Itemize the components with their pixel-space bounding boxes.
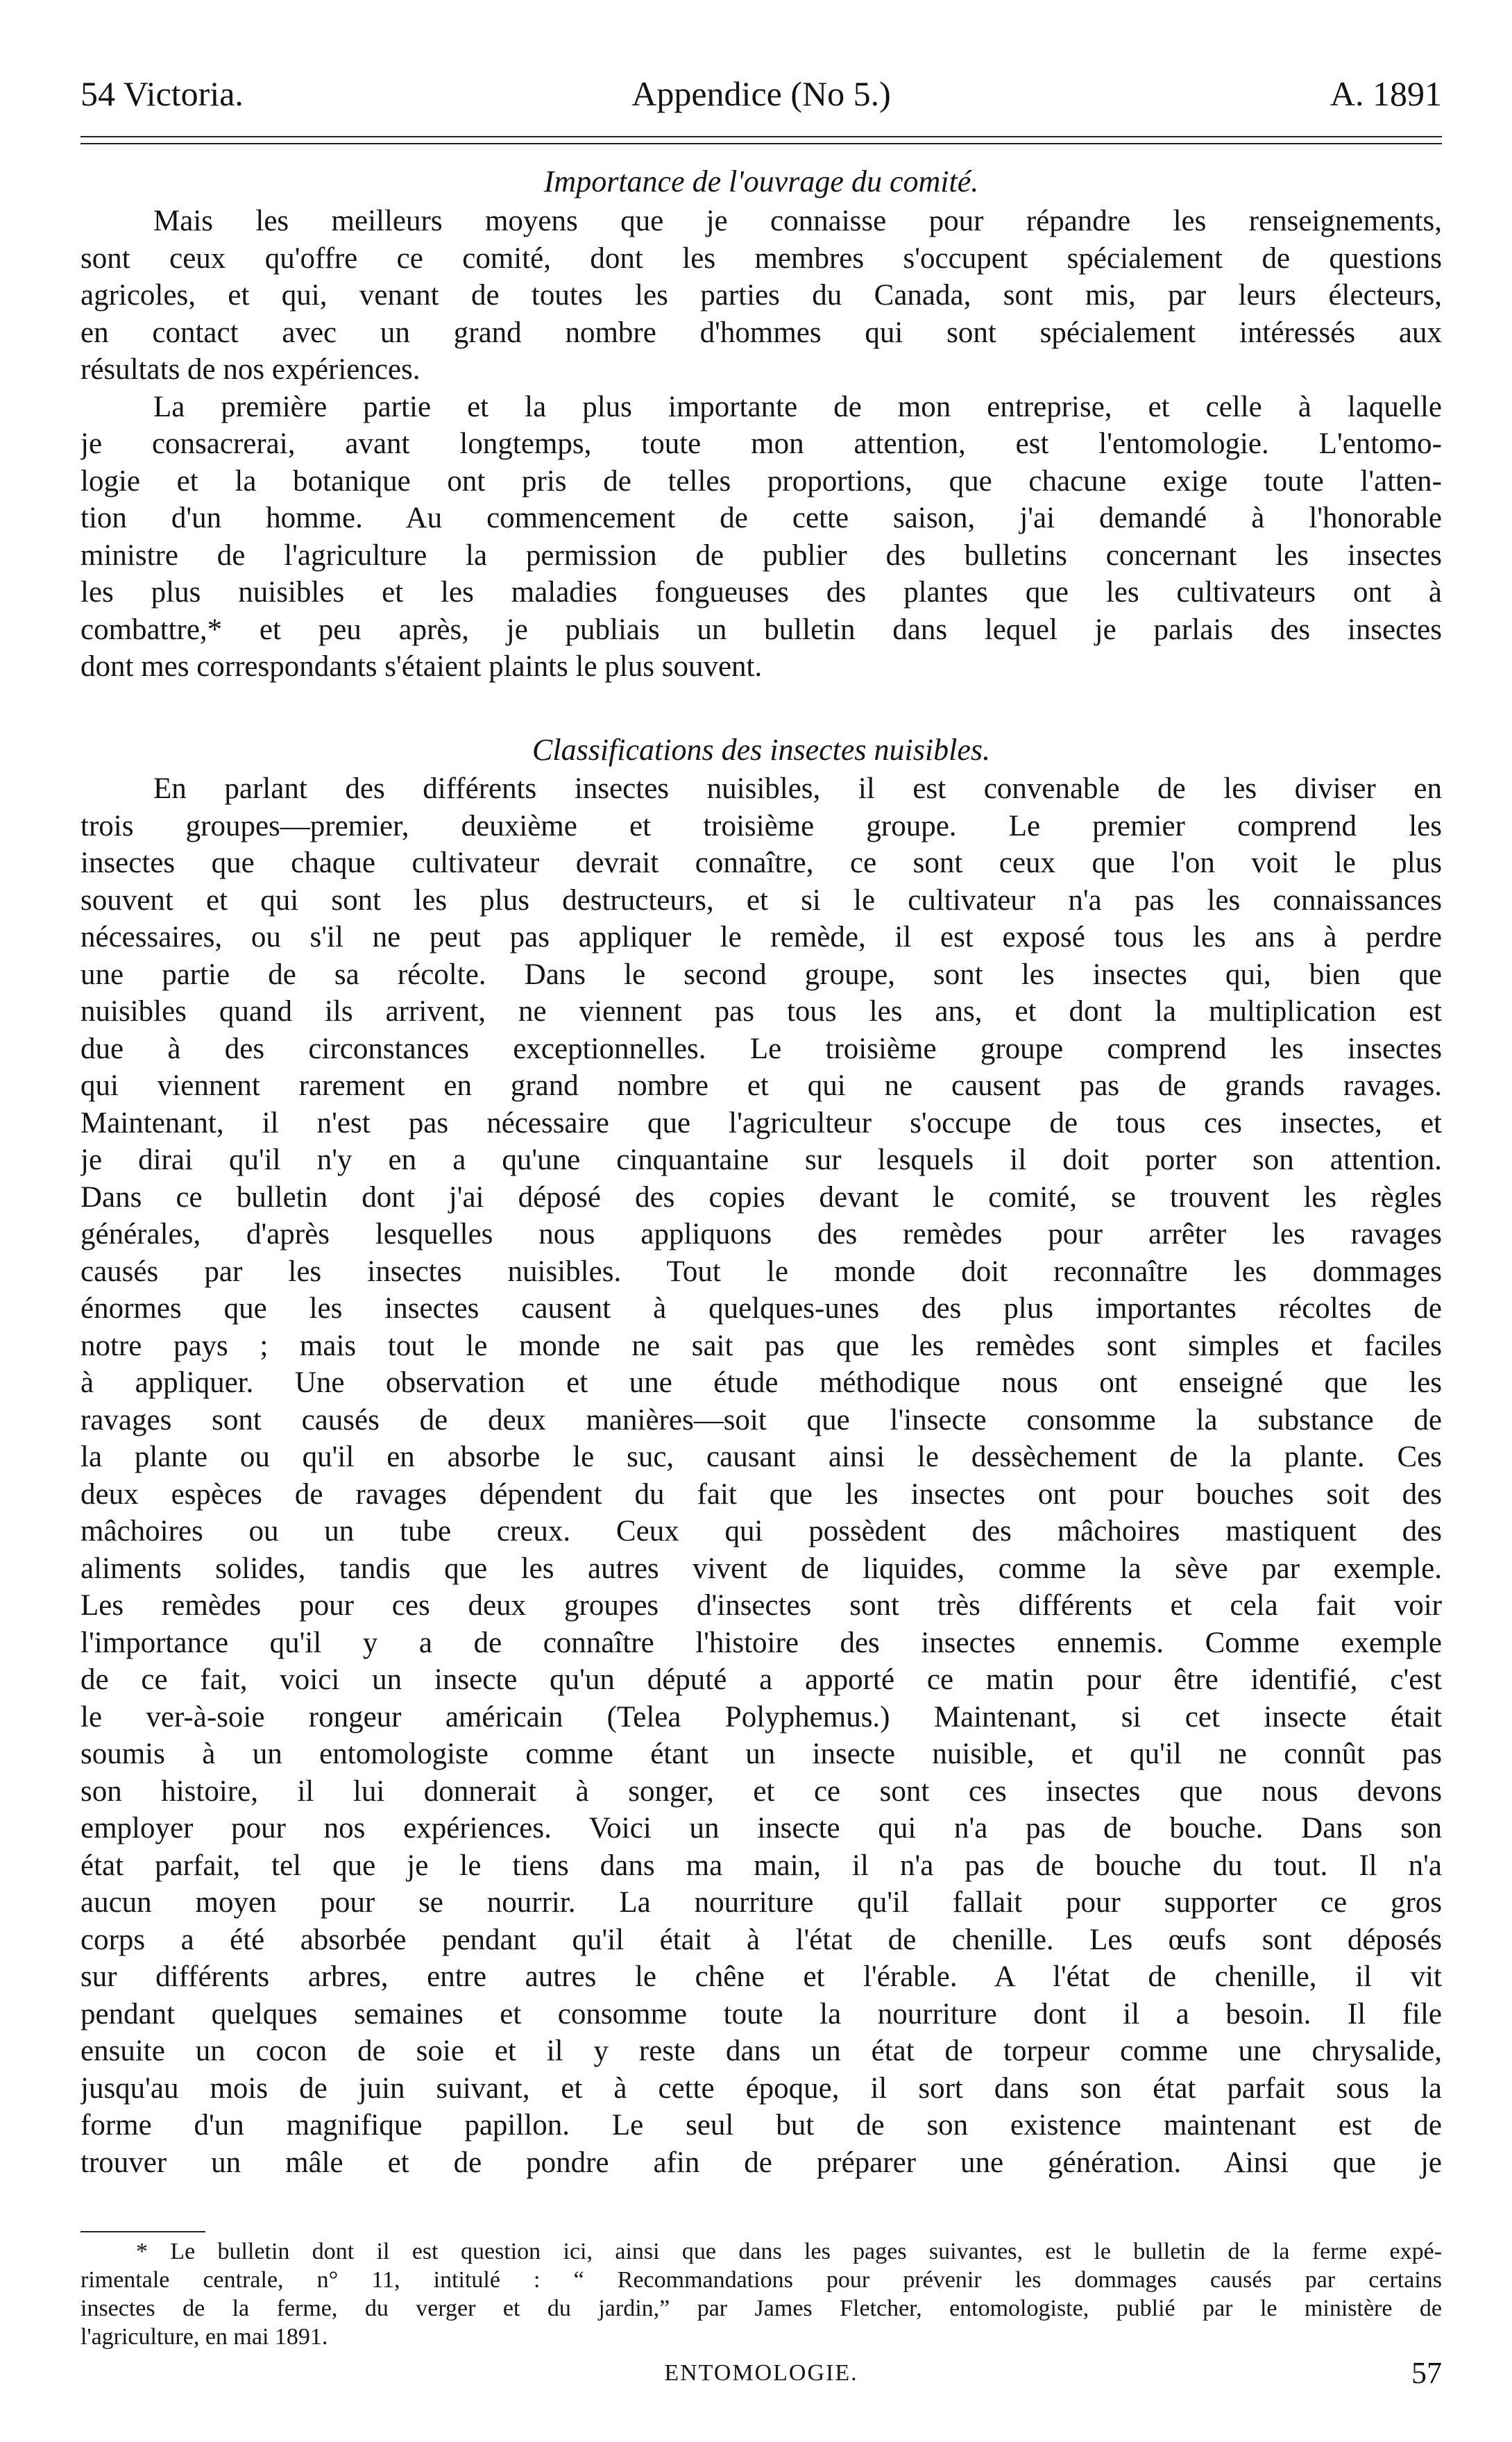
footnote-rule <box>80 2231 205 2232</box>
text-line: son histoire, il lui donnerait à songer, et ce sont ces insectes que nous devons <box>80 1774 1442 1808</box>
text-line: forme d'un magnifique papillon. Le seul but de son existence maintenant est de <box>80 2109 1442 2142</box>
header-session: 54 Victoria. <box>80 74 244 113</box>
text-line: combattre,* et peu après, je publiais un bulletin dans lequel je parlais des insectes <box>80 613 1442 646</box>
footnote <box>80 2237 1442 2351</box>
header-appendix: Appendice (No 5.) <box>631 74 891 113</box>
text-line: due à des circonstances exceptionnelles. Le troisième groupe comprend les insectes <box>80 1032 1442 1065</box>
text-line: corps a été absorbée pendant qu'il était à l'état de chenille. Les œufs sont déposés <box>80 1923 1442 1956</box>
text-line: les plus nuisibles et les maladies fongueuses des plantes que les cultivateurs ont à <box>80 576 1442 609</box>
text-line: l'importance qu'il y a de connaître l'histoire des insectes ennemis. Comme exemple <box>80 1626 1442 1659</box>
text-line: état parfait, tel que je le tiens dans ma main, il n'a pas de bouche du tout. Il n'a <box>80 1849 1442 1882</box>
text-line: logie et la botanique ont pris de telles proportions, que chacune exige toute l'atten- <box>80 464 1442 498</box>
text-line: qui viennent rarement en grand nombre et qui ne causent pas de grands ravages. <box>80 1069 1442 1102</box>
header-year: A. 1891 <box>1330 74 1442 113</box>
section-body-classifications <box>80 770 1442 2181</box>
text-line: ministre de l'agriculture la permission de publier des bulletins concernant les insectes <box>80 539 1442 572</box>
text-line: énormes que les insectes causent à quelques-unes des plus importantes récoltes de <box>80 1292 1442 1325</box>
text-line: insectes que chaque cultivateur devrait connaître, ce sont ceux que l'on voit le plus <box>80 847 1442 879</box>
text-line: tion d'un homme. Au commencement de cette saison, j'ai demandé à l'honorable <box>80 502 1442 534</box>
page-number: 57 <box>1411 2356 1442 2390</box>
text-line: agricoles, et qui, venant de toutes les parties du Canada, sont mis, par leurs électeurs, <box>80 279 1442 312</box>
text-line: deux espèces de ravages dépendent du fait que les insectes ont pour bouches soit des <box>80 1477 1442 1511</box>
section-title-classifications: Classifications des insectes nuisibles. <box>532 733 990 767</box>
text-line: jusqu'au mois de juin suivant, et à cette époque, il sort dans son état parfait sous la <box>80 2071 1442 2105</box>
text-line: la plante ou qu'il en absorbe le suc, causant ainsi le dessèchement de la plante. Ces <box>80 1441 1442 1473</box>
text-line: causés par les insectes nuisibles. Tout le monde doit reconnaître les dommages <box>80 1255 1442 1288</box>
text-line: de ce fait, voici un insecte qu'un député a apporté ce matin pour être identifié, c'est <box>80 1663 1442 1696</box>
text-line: En parlant des différents insectes nuisibles, il est convenable de les diviser en <box>153 772 1442 805</box>
text-line: aucun moyen pour se nourrir. La nourriture qu'il fallait pour supporter ce gros <box>80 1886 1442 1919</box>
text-line: dont mes correspondants s'étaient plaints le plus souvent. <box>80 650 763 683</box>
header-rule-top <box>80 136 1442 137</box>
header-rule-bottom <box>80 143 1442 144</box>
section-title-importance: Importance de l'ouvrage du comité. <box>543 164 979 198</box>
text-line: trouver un mâle et de pondre afin de préparer une génération. Ainsi que je <box>80 2146 1442 2179</box>
text-line: Dans ce bulletin dont j'ai déposé des copies devant le comité, se trouvent les règles <box>80 1180 1442 1214</box>
page-footer <box>80 2356 1442 2391</box>
text-line: générales, d'après lesquelles nous appliquons des remèdes pour arrêter les ravages <box>80 1218 1442 1250</box>
footer-section-name: ENTOMOLOGIE. <box>664 2360 858 2386</box>
footnote-line: rimentale centrale, n° 11, intitulé : “ Recommandations pour prévenir les dommages causés par certains <box>80 2267 1442 2293</box>
text-line: ravages sont causés de deux manières—soit que l'insecte consomme la substance de <box>80 1403 1442 1436</box>
text-line: résultats de nos expériences. <box>80 353 421 386</box>
text-line: pendant quelques semaines et consomme toute la nourriture dont il a besoin. Il file <box>80 1997 1442 2030</box>
text-line: le ver-à-soie rongeur américain (Telea Polyphemus.) Maintenant, si cet insecte était <box>80 1700 1442 1733</box>
text-line: La première partie et la plus importante de mon entreprise, et celle à laquelle <box>153 390 1442 423</box>
text-line: nécessaires, ou s'il ne peut pas appliquer le remède, il est exposé tous les ans à perdre <box>80 921 1442 953</box>
text-line: je consacrerai, avant longtemps, toute mon attention, est l'entomologie. L'entomo- <box>80 427 1442 460</box>
text-line: sont ceux qu'offre ce comité, dont les membres s'occupent spécialement de questions <box>80 241 1442 275</box>
footnote-line: insectes de la ferme, du verger et du jardin,” par James Fletcher, entomologiste, publié par le ministère de <box>80 2296 1442 2321</box>
text-line: employer pour nos expériences. Voici un insecte qui n'a pas de bouche. Dans son <box>80 1812 1442 1845</box>
text-line: Mais les meilleurs moyens que je connaisse pour répandre les renseignements, <box>153 205 1442 237</box>
footnote-line: l'agriculture, en mai 1891. <box>80 2324 328 2350</box>
text-line: en contact avec un grand nombre d'hommes qui sont spécialement intéressés aux <box>80 316 1442 349</box>
text-line: ensuite un cocon de soie et il y reste dans un état de torpeur comme une chrysalide, <box>80 2035 1442 2067</box>
section-body-importance <box>80 203 1442 686</box>
text-line: aliments solides, tandis que les autres vivent de liquides, comme la sève par exemple. <box>80 1552 1442 1585</box>
text-line: je dirai qu'il n'y en a qu'une cinquantaine sur lesquels il doit porter son attention. <box>80 1144 1442 1176</box>
text-line: soumis à un entomologiste comme étant un insecte nuisible, et qu'il ne connût pas <box>80 1738 1442 1770</box>
text-line: souvent et qui sont les plus destructeurs, et si le cultivateur n'a pas les connaissances <box>80 883 1442 917</box>
text-line: Maintenant, il n'est pas nécessaire que l'agriculteur s'occupe de tous ces insectes, et <box>80 1106 1442 1139</box>
text-line: trois groupes—premier, deuxième et troisième groupe. Le premier comprend les <box>80 809 1442 842</box>
footnote-line: * Le bulletin dont il est question ici, ainsi que dans les pages suivantes, est le bulletin de la ferme expé- <box>136 2239 1442 2264</box>
text-line: Les remèdes pour ces deux groupes d'insectes sont très différents et cela fait voir <box>80 1589 1442 1622</box>
page-header <box>80 69 1442 118</box>
text-line: à appliquer. Une observation et une étude méthodique nous ont enseigné que les <box>80 1366 1442 1399</box>
text-line: sur différents arbres, entre autres le chêne et l'érable. A l'état de chenille, il vit <box>80 1960 1442 1993</box>
text-line: nuisibles quand ils arrivent, ne viennent pas tous les ans, et dont la multiplication est <box>80 995 1442 1028</box>
text-line: une partie de sa récolte. Dans le second groupe, sont les insectes qui, bien que <box>80 958 1442 991</box>
text-line: mâchoires ou un tube creux. Ceux qui possèdent des mâchoires mastiquent des <box>80 1515 1442 1548</box>
text-line: notre pays ; mais tout le monde ne sait pas que les remèdes sont simples et faciles <box>80 1329 1442 1362</box>
